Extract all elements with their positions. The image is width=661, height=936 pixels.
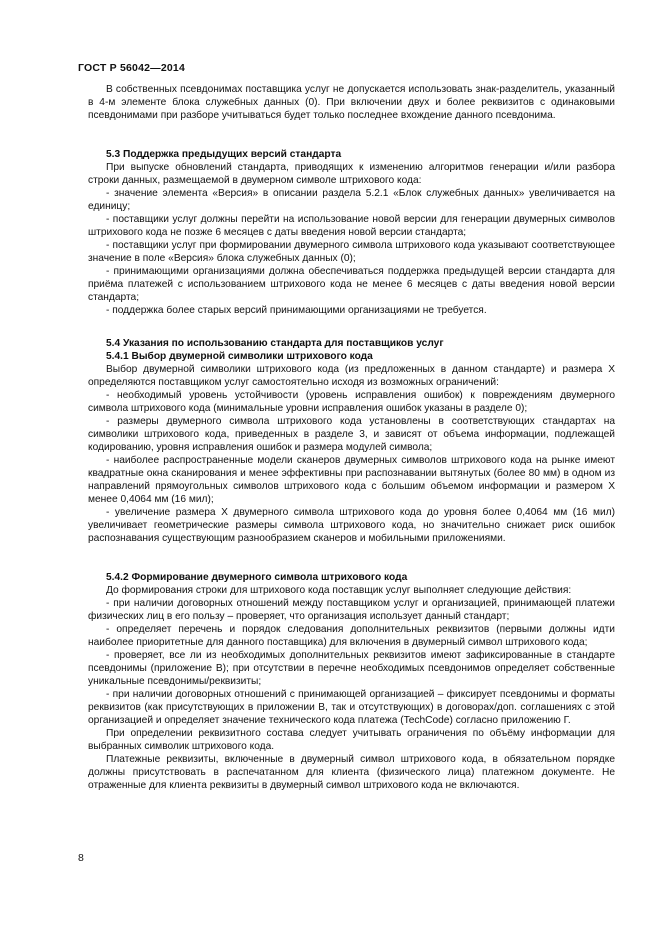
section-5-4-1-heading: 5.4.1 Выбор двумерной символики штрихового кода (106, 351, 373, 362)
section-5-3-list-item: - значение элемента «Версия» в описании раздела 5.2.1 «Блок служебных данных» увеличивается на единицу; (88, 188, 615, 212)
section-5-3-heading: 5.3 Поддержка предыдущих версий стандарта (106, 149, 342, 160)
section-5-4-2-heading: 5.4.2 Формирование двумерного символа штрихового кода (106, 572, 408, 583)
section-5-4-1-list-item: - размеры двумерного символа штрихового кода установлены в соответствующих стандартах на символики штрихового кода, приведенных в разделе 3, и зависят от объема информации, подлежащей кодированию, уровня исправления ошибок и размера модулей символа; (88, 416, 615, 453)
section-5-4-1-paragraph: Выбор двумерной символики штрихового кода (из предложенных в данном стандарте) и размера X определяются поставщиком услуг самостоятельно исходя из возможных ограничений: (88, 364, 615, 388)
section-spacer (88, 122, 615, 148)
section-5-4-2-list-item: - при наличии договорных отношений между поставщиком услуг и организацией, принимающей платежи физических лиц в его пользу – проверяет, что организация использует данный стандарт; (88, 598, 615, 622)
section-5-4-2-list-item: - определяет перечень и порядок следования дополнительных реквизитов (первыми должны идти наиболее приоритетные для данного поставщика) для включения в двумерный символ штрихового кода; (88, 624, 615, 648)
section-5-4-2-list-item: - при наличии договорных отношений с принимающей организацией – фиксирует псевдонимы и форматы реквизитов (как присутствующих в приложении В, так и отсутствующих) в договорах/доп. соглашениях с этой организацией и определяет значение технического кода платежа (TechCode) согласно приложению Г. (88, 689, 615, 726)
intro-paragraph: В собственных псевдонимах поставщика услуг не допускается использовать знак-разделитель, указанный в 4-м элементе блока служебных данных (0). При включении двух и более реквизитов с одинаковыми псевдонимами при разборе учитываться будет только последнее вхождение данного псевдонима. (88, 84, 615, 121)
section-5-4-2-paragraph: При определении реквизитного состава следует учитывать ограничения по объёму информации для выбранных символик штрихового кода. (88, 728, 615, 752)
document-standard-code: ГОСТ Р 56042—2014 (78, 62, 186, 74)
section-5-3-list-item: - поддержка более старых версий принимающими организациями не требуется. (106, 305, 487, 316)
section-5-3-list-item: - поставщики услуг при формировании двумерного символа штрихового кода указывают соответствующее значение в поле «Версия» блока служебных данных (0); (88, 240, 615, 264)
section-5-4-2-paragraph: До формирования строки для штрихового кода поставщик услуг выполняет следующие действия: (106, 585, 572, 596)
section-5-3-paragraph: При выпуске обновлений стандарта, приводящих к изменению алгоритмов генерации и/или разбора строки данных, размещаемой в двумерном символе штрихового кода: (88, 162, 615, 186)
section-5-3-list-item: - принимающими организациями должна обеспечиваться поддержка предыдущей версии стандарта для приёма платежей с использованием штрихового кода не менее 6 месяцев с даты введения новой версии стандарта; (88, 266, 615, 303)
section-5-4-1-list-item: - наиболее распространенные модели сканеров двумерных символов штрихового кода на рынке имеют квадратные окна сканирования и менее эффективны при распознавании вытянутых (более 80 мм) в одном из направлений прямоугольных символов штрихового кода с большим объемом информации и размером X менее 0,4064 мм (16 мил); (88, 455, 615, 505)
section-5-3-list-item: - поставщики услуг должны перейти на использование новой версии для генерации двумерных символов штрихового кода не позже 6 месяцев с даты введения новой версии стандарта; (88, 214, 615, 238)
page-number: 8 (78, 852, 84, 864)
section-5-4-heading: 5.4 Указания по использованию стандарта для поставщиков услуг (106, 338, 444, 349)
section-spacer (88, 317, 615, 337)
section-5-4-1-list-item: - увеличение размера X двумерного символа штрихового кода до уровня более 0,4064 мм (16 мил) увеличивает геометрические размеры символа штрихового кода, но значительно снижает риск ошибок распознавания существующим разнообразием сканеров и мобильными приложениями. (88, 507, 615, 544)
section-5-4-2-list-item: - проверяет, все ли из необходимых дополнительных реквизитов имеют зафиксированные в стандарте псевдонимы (приложение В); при отсутствии в перечне необходимых псевдонимов определяет собственные уникальные псевдонимы/реквизиты; (88, 650, 615, 687)
section-spacer (88, 545, 615, 571)
section-5-4-2-paragraph: Платежные реквизиты, включенные в двумерный символ штрихового кода, в обязательном порядке должны присутствовать в распечатанном для клиента (физического лица) платежном документе. Не отраженные для клиента реквизиты в двумерный символ штрихового кода не включаются. (88, 754, 615, 791)
document-body (88, 83, 615, 792)
section-5-4-1-list-item: - необходимый уровень устойчивости (уровень исправления ошибок) к повреждениям двумерного символа штрихового кода (минимальные уровни исправления ошибок указаны в разделе 0); (88, 390, 615, 414)
